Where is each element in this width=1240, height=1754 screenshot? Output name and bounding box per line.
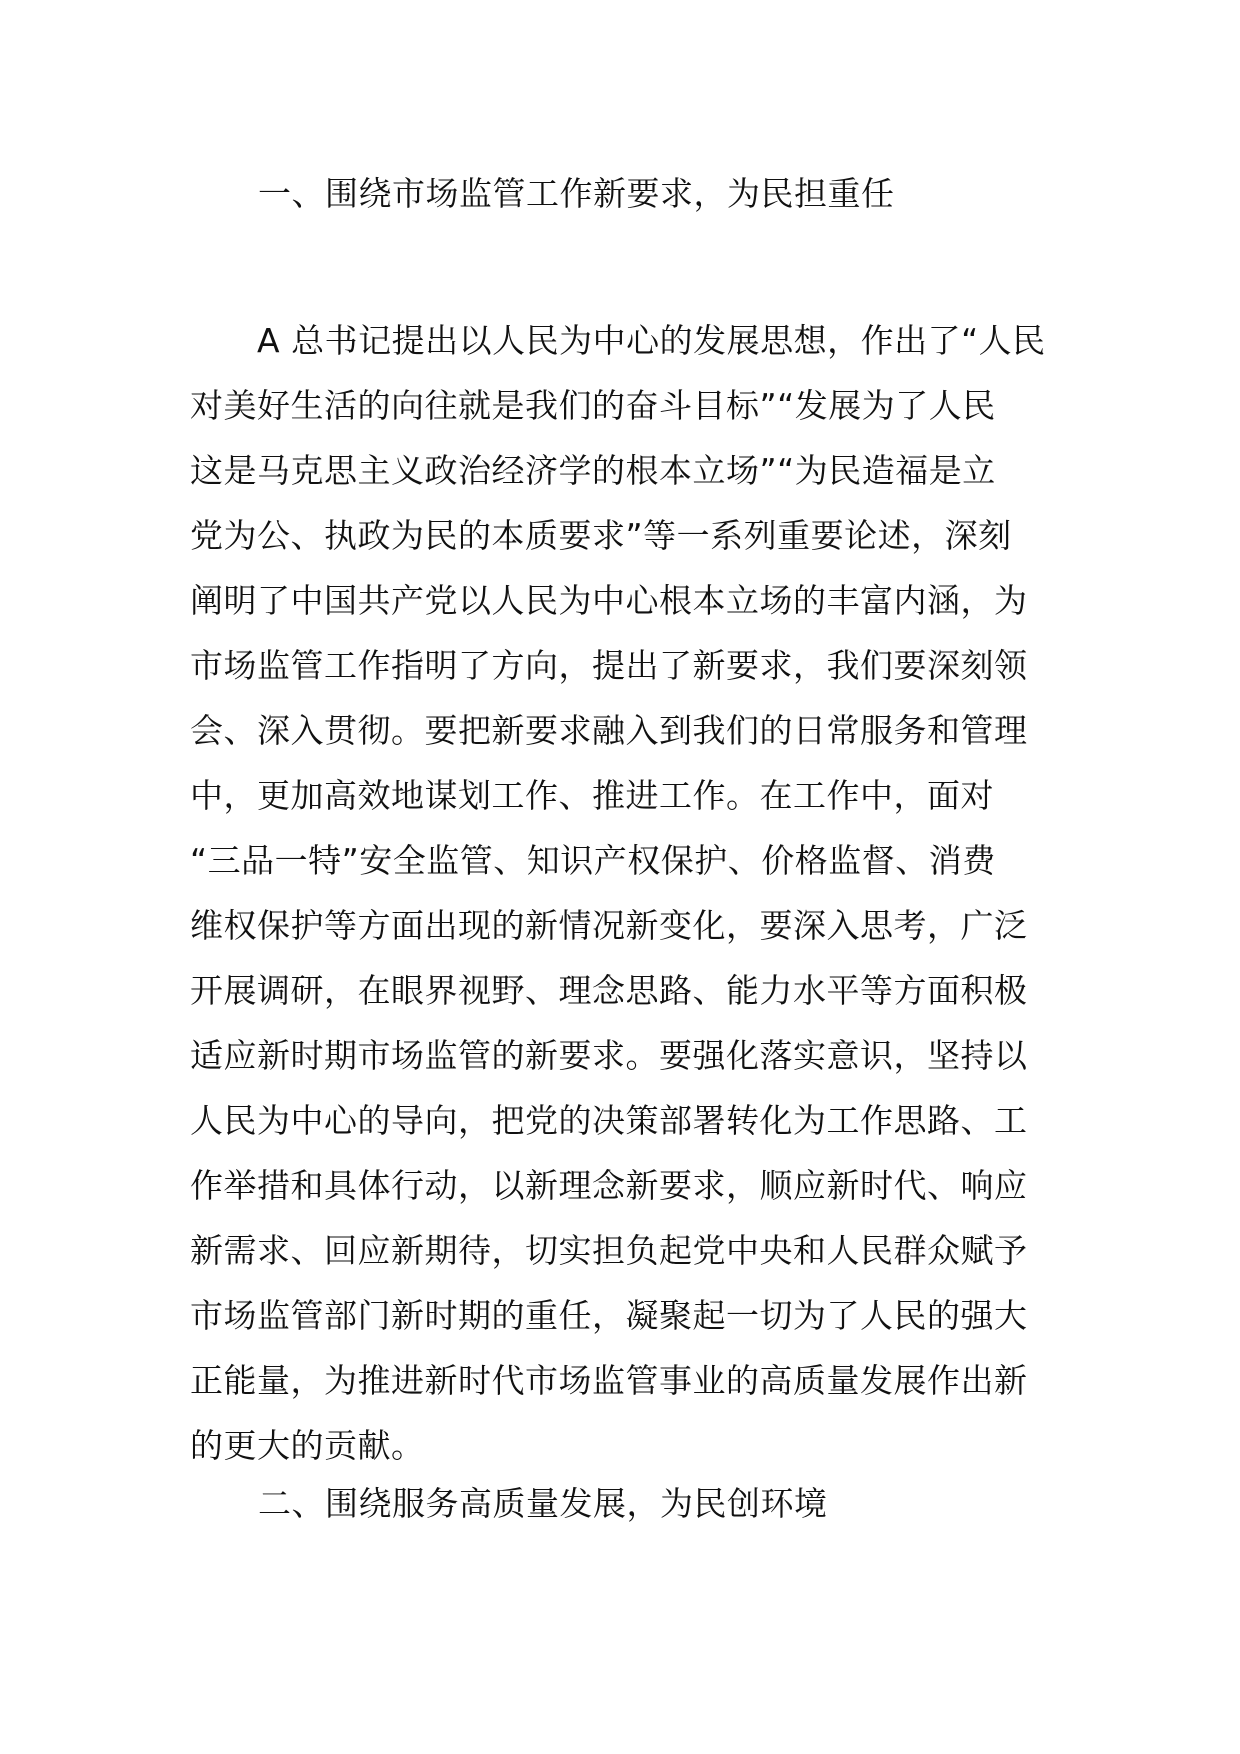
section-heading-1: 一、围绕市场监管工作新要求，为民担重任 (258, 174, 895, 213)
paragraph-line: 党为公、执政为民的本质要求”等一系列重要论述，深刻 (190, 516, 1012, 555)
section-heading-2: 二、围绕服务高质量发展，为民创环境 (258, 1484, 828, 1523)
paragraph-line: 维权保护等方面出现的新情况新变化，要深入思考，广泛 (190, 906, 1028, 945)
paragraph-line: 中，更加高效地谋划工作、推进工作。在工作中，面对 (190, 776, 994, 815)
paragraph-line: 的更大的贡献。 (190, 1426, 425, 1465)
paragraph-line: 阐明了中国共产党以人民为中心根本立场的丰富内涵，为 (190, 581, 1028, 620)
paragraph-line: 会、深入贯彻。要把新要求融入到我们的日常服务和管理 (190, 711, 1028, 750)
paragraph-line: 市场监管工作指明了方向，提出了新要求，我们要深刻领 (190, 646, 1028, 685)
paragraph-line: 作举措和具体行动，以新理念新要求，顺应新时代、响应 (190, 1166, 1028, 1205)
paragraph-1 (190, 308, 1060, 1478)
paragraph-line: “三品一特”安全监管、知识产权保护、价格监督、消费 (190, 841, 996, 880)
paragraph-line: 正能量，为推进新时代市场监管事业的高质量发展作出新 (190, 1361, 1028, 1400)
paragraph-line: 开展调研，在眼界视野、理念思路、能力水平等方面积极 (190, 971, 1028, 1010)
paragraph-line: 新需求、回应新期待，切实担负起党中央和人民群众赋予 (190, 1231, 1028, 1270)
paragraph-line: 市场监管部门新时期的重任，凝聚起一切为了人民的强大 (190, 1296, 1028, 1335)
paragraph-line: 这是马克思主义政治经济学的根本立场”“为民造福是立 (190, 451, 996, 490)
paragraph-line: 对美好生活的向往就是我们的奋斗目标”“发展为了人民 (190, 386, 996, 425)
paragraph-line: 适应新时期市场监管的新要求。要强化落实意识，坚持以 (190, 1036, 1028, 1075)
paragraph-line: 人民为中心的导向，把党的决策部署转化为工作思路、工 (190, 1101, 1028, 1140)
paragraph-line: A 总书记提出以人民为中心的发展思想，作出了“人民 (190, 321, 1046, 360)
